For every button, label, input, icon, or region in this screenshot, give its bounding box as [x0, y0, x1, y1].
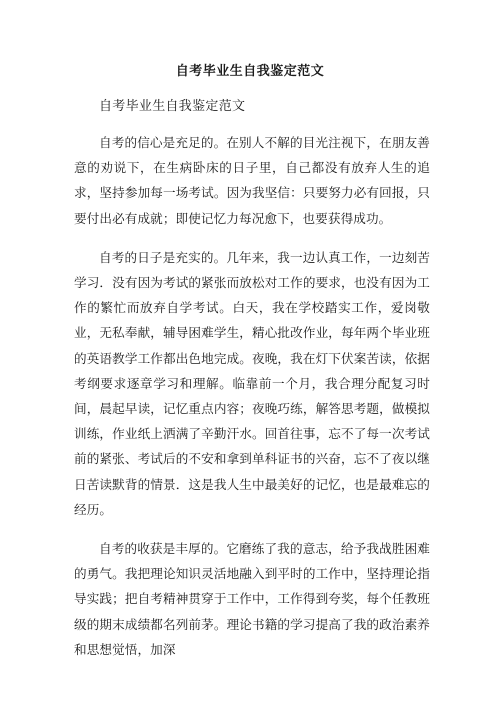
paragraph-harvest: 自考的收获是丰厚的。它磨练了我的意志，给予我战胜困难的勇气。我把理论知识灵活地融入到平时的工作中，坚持理论指导实践；把自考精神贯穿于工作中，工作得到夸奖，每个任教班级的期末成绩都名列前茅。理论书籍的学习提高了我的政治素养和思想觉悟，加深	[74, 541, 430, 657]
paragraph-confidence: 自考的信心是充足的。在别人不解的目光注视下，在朋友善意的劝说下，在生病卧床的日子里，自己都没有放弃人生的追求，坚持参加每一场考试。因为我坚信：只要努力必有回报，只要付出必有成就；即使记忆力每况愈下，也要获得成功。	[74, 135, 430, 226]
document-body	[74, 130, 430, 676]
document-subtitle: 自考毕业生自我鉴定范文	[99, 99, 246, 114]
document-title: 自考毕业生自我鉴定范文	[175, 64, 325, 79]
paragraph-fulfilling-days: 自考的日子是充实的。几年来，我一边认真工作，一边刻苦学习．没有因为考试的紧张而放松对工作的要求，也没有因为工作的繁忙而放弃自学考试。白天，我在学校踏实工作，爱岗敬业，无私奉献，辅导困难学生，精心批改作业，每年两个毕业班的英语教学工作都出色地完成。夜晚，我在灯下伏案苦读，依据考纲要求逐章学习和理解。临靠前一个月，我合理分配复习时间，晨起早读，记忆重点内容；夜晚巧练，解答思考题，做模拟训练，作业纸上洒满了辛勤汗水。回首往事，忘不了每一次考试前的紧张、考试后的不安和拿到单科证书的兴奋，忘不了夜以继日苦读默背的情景．这是我人生中最美好的记忆，也是最难忘的经历。	[74, 249, 430, 517]
